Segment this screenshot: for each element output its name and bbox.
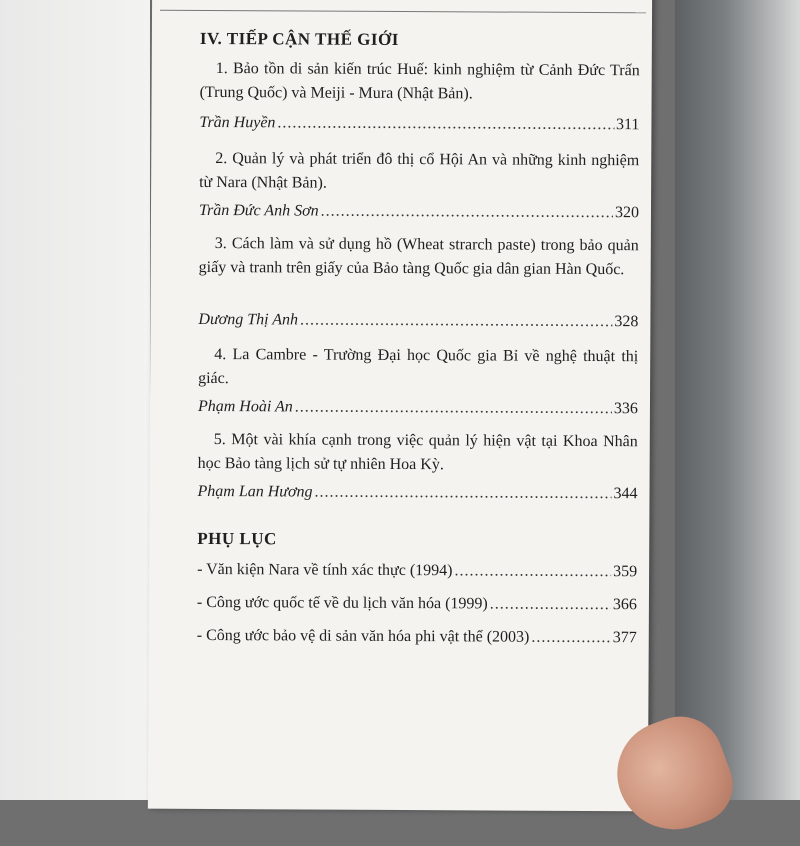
toc-entry-author: Phạm Hoài An xyxy=(197,397,293,416)
page-number: 359 xyxy=(613,563,638,581)
leader-dots xyxy=(490,595,611,614)
page-number: 344 xyxy=(613,485,638,503)
book-page xyxy=(148,0,652,811)
appendix-item-title: - Công ước quốc tế về du lịch văn hóa (1999) xyxy=(196,593,488,613)
page-number: 328 xyxy=(614,313,639,331)
appendix-item-2[interactable] xyxy=(197,594,637,618)
toc-entry-4-author-line[interactable] xyxy=(198,398,638,422)
toc-entry-5-title: 5. Một vài khía cạnh trong việc quản lý hiện vật tại Khoa Nhân học Bảo tàng lịch sử tự nhiên Hoa Kỳ. xyxy=(197,431,638,474)
book-edge-right xyxy=(675,0,800,800)
toc-entry-3-author-line[interactable] xyxy=(198,311,638,335)
section-title-iv: IV. TIẾP CẬN THẾ GIỚI xyxy=(199,28,399,49)
leader-dots xyxy=(277,114,614,134)
page-number: 320 xyxy=(614,204,640,222)
leader-dots xyxy=(315,484,612,504)
toc-entry-author: Trần Đức Anh Sơn xyxy=(198,201,319,220)
page-number: 366 xyxy=(612,596,637,614)
appendix-item-1[interactable] xyxy=(197,561,637,585)
leader-dots xyxy=(300,311,612,331)
toc-entry-2-title: 2. Quản lý và phát triển đô thị cổ Hội An và những kinh nghiệm từ Nara (Nhật Bản). xyxy=(199,150,640,192)
toc-entry-author: Trần Huyền xyxy=(199,113,276,132)
toc-entry-3-title: 3. Cách làm và sử dụng hồ (Wheat strarch paste) trong bảo quản giấy và tranh trên giấy của Bảo tàng Quốc gia dân gian Hàn Quốc. xyxy=(198,235,639,279)
leader-dots xyxy=(531,629,610,647)
toc-entry-2-author-line[interactable] xyxy=(199,202,639,226)
toc-entry-author: Dương Thị Anh xyxy=(198,310,299,329)
page-number: 377 xyxy=(612,629,637,647)
appendix-item-title: - Văn kiện Nara về tính xác thực (1994) xyxy=(197,560,453,580)
background-left xyxy=(0,0,150,800)
leader-dots xyxy=(321,203,613,223)
toc-entry-4-title: 4. La Cambre - Trường Đại học Quốc gia Bỉ về nghệ thuật thị giác. xyxy=(198,346,639,388)
page-number: 311 xyxy=(615,116,640,134)
appendix-item-title: - Công ước bảo vệ di sản văn hóa phi vật thể (2003) xyxy=(196,626,530,646)
toc-entry-author: Phạm Lan Hương xyxy=(197,482,313,501)
leader-dots xyxy=(295,398,612,418)
toc-entry-5-author-line[interactable] xyxy=(197,483,637,507)
appendix-item-3[interactable] xyxy=(197,627,637,651)
leader-dots xyxy=(454,562,611,581)
page-number: 336 xyxy=(613,400,639,418)
toc-entry-1-title: 1. Bảo tồn di sản kiến trúc Huế: kinh nghiệm từ Cảnh Đức Trấn (Trung Quốc) và Meiji - Mura (Nhật Bản). xyxy=(199,60,640,103)
toc-entry-1-author-line[interactable] xyxy=(199,114,639,138)
header-rule xyxy=(160,10,646,14)
section-title-appendix: PHỤ LỤC xyxy=(197,528,277,549)
